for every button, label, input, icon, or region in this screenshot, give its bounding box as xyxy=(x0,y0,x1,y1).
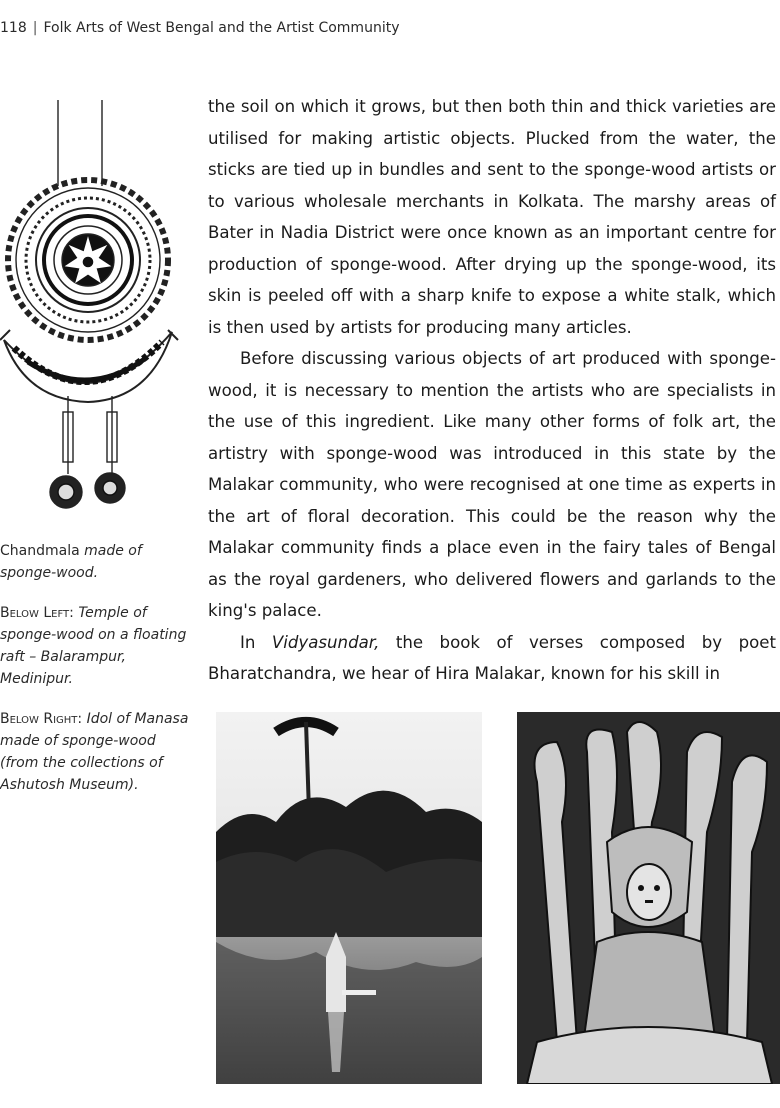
paragraph-1: the soil on which it grows, but then both thin and thick varieties are utilised for making artistic objects. Plucked from the water, the sticks are tied up in bundles and sent to the sponge-wood artists or to various wholesale merchants in Kolkata. The marshy areas of Bater in Nadia District were once known as an important centre for production of sponge-wood. After drying up the sponge-wood, its skin is peeled off with a sharp knife to expose a white stalk, which is then used by artists for producing many articles. xyxy=(208,97,776,337)
paragraph-3-prefix: In xyxy=(240,632,272,652)
caption-below-left-text: Temple of sponge-wood on a floating raft – Balarampur, Medinipur. xyxy=(0,605,187,687)
paragraph-3 xyxy=(208,627,776,690)
caption-chandmala-name: Chandmala xyxy=(0,543,80,559)
paragraph-3-rest: the book of verses composed by poet Bharatchandra, we hear of Hira Malakar, known for his skill in xyxy=(208,632,777,683)
caption-below-right-text: Idol of Manasa made of sponge-wood (from the collections of Ashutosh Museum). xyxy=(0,711,189,793)
manasa-idol-photo xyxy=(517,712,780,1084)
temple-raft-photo xyxy=(216,712,482,1084)
caption-below-right xyxy=(0,708,190,796)
side-captions xyxy=(0,540,190,814)
chandmala-illustration xyxy=(0,100,180,520)
body-text xyxy=(208,91,776,690)
book-title: Vidyasundar, xyxy=(271,632,380,652)
running-header xyxy=(0,20,399,36)
caption-below-right-label: Below Right: xyxy=(0,711,83,727)
running-title: Folk Arts of West Bengal and the Artist Community xyxy=(43,20,400,36)
header-separator: | xyxy=(32,20,38,36)
caption-below-left-label: Below Left: xyxy=(0,605,74,621)
caption-below-left xyxy=(0,602,190,690)
caption-chandmala xyxy=(0,540,190,584)
page-number: 118 xyxy=(0,20,27,36)
caption-chandmala-desc: made of sponge-wood. xyxy=(0,543,142,581)
paragraph-2: Before discussing various objects of art produced with sponge-wood, it is necessary to mention the artists who are specialists in the use of this ingredient. Like many other forms of folk art, the artistry with sponge-wood was introduced in this state by the Malakar community, who were recognised at one time as experts in the art of floral decoration. This could be the reason why the Malakar community finds a place even in the fairy tales of Bengal as the royal gardeners, who delivered flowers and garlands to the king's palace. xyxy=(208,349,776,620)
